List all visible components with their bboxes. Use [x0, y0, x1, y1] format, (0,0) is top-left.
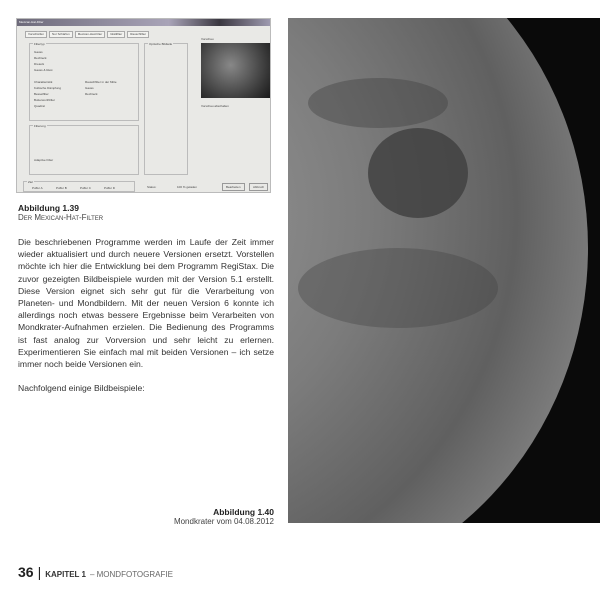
- tab-bar: [25, 31, 149, 38]
- group-label: Filterung: [34, 124, 46, 128]
- chapter-label: KAPITEL 1: [45, 570, 86, 579]
- chapter-title: – MONDFOTOGRAFIE: [89, 570, 173, 579]
- figure-140-caption: [174, 507, 274, 526]
- preview-label: Vorschau: [201, 37, 214, 41]
- label: Rauschfilter in der Mitte: [85, 80, 117, 84]
- radio: Gauss: [85, 86, 94, 90]
- tab: Mexican-Hat-Filter: [75, 31, 106, 38]
- abbruch-button: Abbruch: [249, 183, 268, 191]
- figure-caption: Mondkrater vom 04.08.2012: [173, 517, 274, 526]
- paragraph: Nachfolgend einige Bildbeispiele:: [18, 383, 145, 394]
- ziel-group: [23, 181, 135, 192]
- tab: Glättfilter: [107, 31, 125, 38]
- page-footer: [18, 564, 173, 580]
- status-value: 100 % geladen: [177, 185, 198, 189]
- divider: |: [37, 564, 42, 580]
- radio: Kubische Dämpfung: [34, 86, 62, 90]
- tab: Nur Schärfen: [49, 31, 73, 38]
- radio: Besselfilter: [34, 92, 49, 96]
- radio: Quadrat: [34, 104, 45, 108]
- radio: Dreieck: [34, 62, 45, 66]
- moon-crater-photo: [288, 18, 600, 523]
- radio: Gauss: [34, 50, 43, 54]
- group-label: Ziel: [28, 180, 33, 184]
- status-label: Status:: [147, 185, 157, 189]
- checkbox: Adaptive Filter: [34, 158, 54, 162]
- figure-label: Abbildung 1.40: [213, 507, 274, 517]
- radio: Gauss & Rest: [34, 68, 53, 72]
- figure-caption: Der Mexican-Hat-Filter: [18, 213, 104, 222]
- paragraph: Die beschriebenen Programme werden im Laufe der Zeit immer wieder aktualisiert und durch neuere Versionen ersetzt. Vorstellen möchte ich hier die Entwicklung bei dem Programm RegiStax. Die zuvor gezeigten Bildbeispiele wurden mit der Version 5.1 erstellt. Diese Version eignet sich sehr gut für die Verarbeitung von Planeten- und Mondbildern. Mit der neuen Version 6 konnte ich allerdings noch etwas bessere Ergebnisse beim Verarbeiten von Mondkrater-Aufnahmen erzielen. Die Bedienung des Programms ist fast analog zur Vorversion und sehr leicht zu erlernen. Experimentieren Sie einfach mal mit beiden Versionen – ich setze immer noch beide Versionen ein.: [18, 237, 274, 370]
- preview-image: [201, 43, 271, 98]
- page-number: 36: [18, 564, 34, 580]
- radio: Puffer D: [104, 186, 115, 190]
- tab: Vorschärfen: [25, 31, 47, 38]
- radio: Rechteck: [85, 92, 98, 96]
- label: Charakteristik: [34, 80, 53, 84]
- radio: Butterworthfilter: [34, 98, 56, 102]
- radio: Rechteck: [34, 56, 47, 60]
- figure-139-caption: [18, 203, 103, 222]
- filterung-group: [29, 125, 139, 175]
- mare: [308, 78, 448, 128]
- radio: Puffer B: [56, 186, 67, 190]
- filtertyp-group: [29, 43, 139, 121]
- bearbeiten-button: Bearbeiten: [222, 183, 245, 191]
- figure-label: Abbildung 1.39: [18, 203, 79, 213]
- optische-group: [144, 43, 188, 175]
- tab: Rauschfilter: [127, 31, 149, 38]
- window-title: Mexican-Hat-Filter: [17, 19, 270, 26]
- radio: Puffer A: [32, 186, 43, 190]
- group-label: Optische Bildteile: [149, 42, 173, 46]
- mare: [298, 248, 498, 328]
- software-screenshot: [16, 18, 271, 193]
- checkbox: Vorschau abschalten: [201, 104, 229, 108]
- group-label: Filtertyp: [34, 42, 45, 46]
- crater: [368, 128, 468, 218]
- body-text: [18, 236, 274, 406]
- radio: Puffer C: [80, 186, 91, 190]
